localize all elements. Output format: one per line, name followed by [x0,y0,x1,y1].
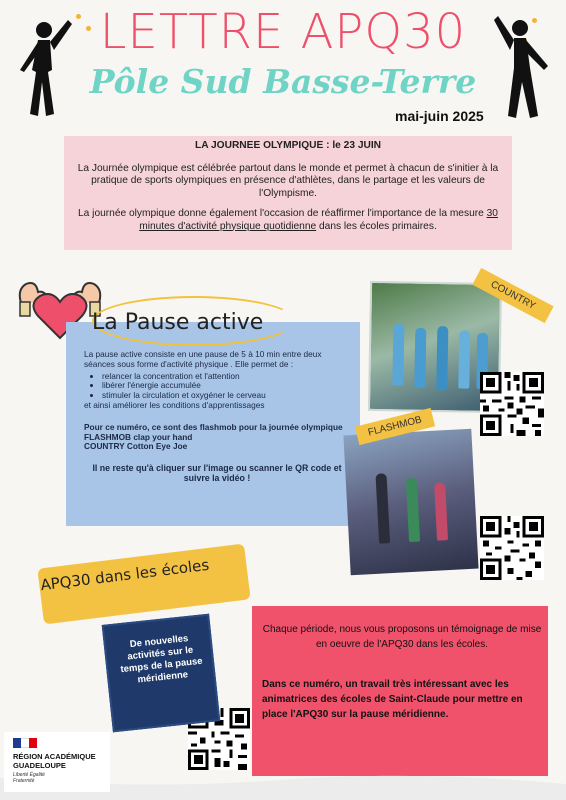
child-figure [414,328,426,388]
pause-active-numero: Pour ce numéro, ce sont des flashmob pour la journée olympique [84,421,343,432]
apq30-link[interactable]: 30 minutes d'activité physique quotidienne [139,208,498,232]
list-item: • relancer la concentration et l'attention [102,372,350,382]
ecoles-title: APQ30 dans les écoles [39,555,211,595]
pause-active-title: La Pause active [92,310,264,335]
list-item: • stimuler la circulation et oxygéner le cerveau [102,391,350,401]
logo-line-2: GUADELOUPE [13,761,66,770]
temoignage-intro: Chaque période, nous vous proposons un témoignage de mise en oeuvre de l'APQ30 dans les écoles. [262,624,542,650]
country-line: COUNTRY Cotton Eye Joe [84,441,188,452]
child-figure [458,330,470,388]
child-figure [406,478,420,542]
issue-date: mai-juin 2025 [395,108,484,124]
olympic-day-paragraph: La Journée olympique est célébrée partout dans le monde et permet à chacun de s'initier à la pratique de sports olympiques en présence d'athlètes, dans le partage et les valeurs de l'Olympisme. [77,162,499,199]
pause-active-conclusion: et ainsi améliorer les conditions d'apprentissages [84,399,265,410]
video-cta: Il ne reste qu'à cliquer sur l'image ou scanner le QR code et suivre la vidéo ! [92,463,342,483]
country-tag: COUNTRY [472,268,553,323]
newsletter-subtitle: Pôle Sud Basse-Terre [89,62,477,101]
pause-active-text [84,350,350,484]
text-segment: dans les écoles primaires. [316,220,437,232]
olympic-day-box [64,136,512,250]
child-figure [436,326,448,390]
text-segment: La journée olympique donne également l'occasion de réaffirmer l'importance de la mesure [78,208,487,219]
list-item: • libérer l'énergie accumulée [102,381,350,391]
flashmob-video-thumbnail[interactable] [343,429,478,576]
pause-active-intro: La pause active consiste en une pause de 5 à 10 min entre deux séances sous forme d'activité physique . Elle permet de : [84,349,322,369]
olympic-day-heading: LA JOURNEE OLYMPIQUE : le 23 JUIN [194,140,382,151]
temoignage-detail: Dans ce numéro, un travail très intéressant avec les animatrices des écoles de Saint-Claude pour mettre en place l'APQ30 sur la pause méridienne. [262,679,523,720]
qr-code-flashmob-icon[interactable] [480,516,544,580]
newsletter-title: LETTRE APQ30 [99,4,467,60]
academy-logo [4,732,110,792]
flashmob-tag: FLASHMOB [355,408,435,445]
child-figure [375,473,390,543]
olympic-day-paragraph-2 [72,208,504,233]
pause-meridienne-text: De nouvelles activités sur le temps de la pause méridienne [120,633,204,686]
french-flag-icon [13,738,37,748]
logo-line-1: RÉGION ACADÉMIQUE [13,752,96,761]
flashmob-line: FLASHMOB clap your hand [84,431,193,442]
child-figure [392,323,404,385]
qr-code-country-icon[interactable] [480,372,544,436]
logo-motto: Liberté Égalité Fraternité [13,772,45,784]
benefits-list [84,372,350,401]
child-figure [434,482,448,540]
